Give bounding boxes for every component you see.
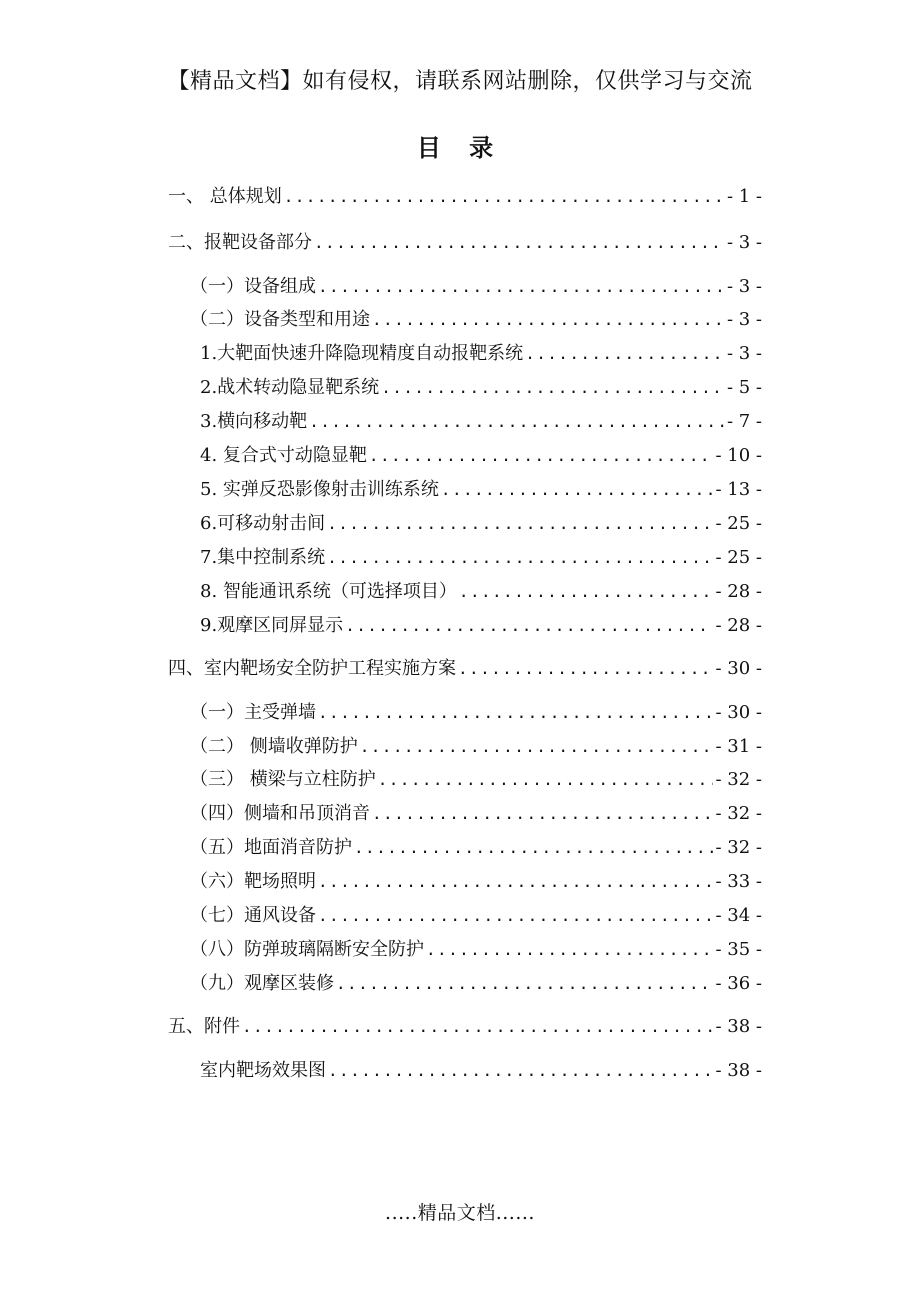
- toc-entry-page: - 10 -: [715, 445, 762, 466]
- page-header-notice: 【精品文档】如有侵权，请联系网站删除，仅供学习与交流: [167, 69, 753, 94]
- toc-entry[interactable]: [190, 799, 762, 825]
- page-footer: .....精品文档......: [385, 1202, 535, 1224]
- toc-entry[interactable]: [190, 305, 762, 331]
- toc-entry[interactable]: [168, 654, 762, 680]
- toc-entry[interactable]: [190, 901, 762, 927]
- toc-entry-label: （一）设备组成: [190, 276, 316, 297]
- toc-entry-page: - 30 -: [715, 702, 762, 723]
- toc-entry-page: - 3 -: [726, 232, 762, 253]
- toc-entry-page: - 36 -: [715, 973, 762, 994]
- toc-entry[interactable]: [200, 611, 762, 637]
- toc-leader-dots: [284, 187, 725, 206]
- toc-entry-page: - 5 -: [726, 377, 762, 398]
- toc-leader-dots: [318, 906, 713, 925]
- toc-entry-page: - 30 -: [715, 658, 762, 679]
- toc-entry-label: 四、室内靶场安全防护工程实施方案: [168, 658, 456, 679]
- toc-leader-dots: [336, 974, 713, 993]
- toc-entry-label: （六）靶场照明: [190, 871, 316, 892]
- toc-entry-page: - 7 -: [726, 411, 762, 432]
- toc-entry[interactable]: [168, 228, 762, 254]
- toc-entry[interactable]: [200, 475, 762, 501]
- toc-entry-label: （一）主受弹墙: [190, 702, 316, 723]
- toc-entry-page: - 3 -: [726, 343, 762, 364]
- toc-entry-label: （五）地面消音防护: [190, 837, 352, 858]
- toc-entry-label: 室内靶场效果图: [200, 1060, 326, 1081]
- toc-entry-label: 3.横向移动靶: [200, 411, 308, 432]
- toc-leader-dots: [327, 548, 713, 567]
- toc-entry-page: - 13 -: [715, 479, 762, 500]
- toc-entry[interactable]: [190, 765, 762, 791]
- toc-entry-label: 二、报靶设备部分: [168, 232, 312, 253]
- toc-entry[interactable]: [200, 339, 762, 365]
- toc-entry-page: - 34 -: [715, 905, 762, 926]
- toc-leader-dots: [318, 872, 713, 891]
- toc-entry-page: - 3 -: [726, 276, 762, 297]
- toc-entry-page: - 35 -: [715, 939, 762, 960]
- toc-entry[interactable]: [190, 969, 762, 995]
- toc-entry-label: 8. 智能通讯系统（可选择项目）: [200, 581, 457, 602]
- toc-entry[interactable]: [200, 407, 762, 433]
- toc-entry-page: - 1 -: [726, 186, 762, 207]
- toc-leader-dots: [314, 233, 725, 252]
- toc-leader-dots: [328, 1061, 713, 1080]
- toc-entry-label: （九）观摩区装修: [190, 973, 334, 994]
- toc-entry[interactable]: [190, 732, 762, 758]
- toc-leader-dots: [354, 838, 713, 857]
- toc-leader-dots: [327, 514, 713, 533]
- toc-entry-page: - 25 -: [715, 513, 762, 534]
- toc-entry-label: 9.观摩区同屏显示: [200, 615, 344, 636]
- toc-title: 目 录: [416, 133, 504, 162]
- toc-entry-label: 6.可移动射击间: [200, 513, 326, 534]
- toc-entry[interactable]: [190, 935, 762, 961]
- toc-leader-dots: [441, 480, 714, 499]
- toc-entry[interactable]: [200, 577, 762, 603]
- toc-entry-page: - 32 -: [715, 803, 762, 824]
- toc-entry[interactable]: [168, 1012, 762, 1038]
- toc-entry-page: - 28 -: [715, 581, 762, 602]
- toc-entry[interactable]: [190, 867, 762, 893]
- toc-leader-dots: [318, 277, 725, 296]
- toc-entry[interactable]: [200, 1056, 762, 1082]
- toc-entry[interactable]: [200, 373, 762, 399]
- toc-leader-dots: [372, 804, 713, 823]
- toc-entry-page: - 32 -: [715, 769, 762, 790]
- toc-entry-page: - 28 -: [715, 615, 762, 636]
- toc-entry-label: （八）防弹玻璃隔断安全防护: [190, 939, 424, 960]
- toc-leader-dots: [360, 737, 714, 756]
- toc-leader-dots: [369, 446, 714, 465]
- toc-entry-label: 5. 实弹反恐影像射击训练系统: [200, 479, 439, 500]
- toc-entry-page: - 33 -: [715, 871, 762, 892]
- toc-entry-label: 7.集中控制系统: [200, 547, 326, 568]
- toc-entry-label: （四）侧墙和吊顶消音: [190, 803, 370, 824]
- toc-leader-dots: [426, 940, 713, 959]
- toc-entry-page: - 3 -: [726, 309, 762, 330]
- toc-entry[interactable]: [190, 272, 762, 298]
- toc-entry-label: 1.大靶面快速升降隐现精度自动报靶系统: [200, 343, 524, 364]
- toc-entry-label: （二） 侧墙收弹防护: [190, 736, 358, 757]
- toc-leader-dots: [345, 616, 713, 635]
- toc-leader-dots: [372, 310, 725, 329]
- toc-entry-page: - 31 -: [715, 736, 762, 757]
- toc-entry-label: 4. 复合式寸动隐显靶: [200, 445, 367, 466]
- toc-leader-dots: [458, 659, 713, 678]
- toc-leader-dots: [309, 412, 725, 431]
- toc-leader-dots: [459, 582, 714, 601]
- toc-leader-dots: [381, 378, 725, 397]
- toc-leader-dots: [378, 770, 714, 789]
- toc-entry[interactable]: [200, 441, 762, 467]
- toc-entry-label: 五、附件: [168, 1016, 240, 1037]
- toc-entry-label: 2.战术转动隐显靶系统: [200, 377, 380, 398]
- toc-entry-page: - 38 -: [715, 1016, 762, 1037]
- toc-entry[interactable]: [168, 182, 762, 208]
- toc-entry-page: - 38 -: [715, 1060, 762, 1081]
- toc-entry-label: （七）通风设备: [190, 905, 316, 926]
- toc-leader-dots: [242, 1017, 713, 1036]
- toc-entry-label: （二）设备类型和用途: [190, 309, 370, 330]
- toc-entry-label: （三） 横梁与立柱防护: [190, 769, 376, 790]
- toc-entry[interactable]: [190, 698, 762, 724]
- toc-entry[interactable]: [200, 509, 762, 535]
- toc-entry[interactable]: [200, 543, 762, 569]
- toc-leader-dots: [525, 344, 725, 363]
- toc-entry[interactable]: [190, 833, 762, 859]
- toc-entry-page: - 32 -: [715, 837, 762, 858]
- toc-entry-label: 一、 总体规划: [168, 186, 282, 207]
- toc-leader-dots: [318, 703, 713, 722]
- toc-entry-page: - 25 -: [715, 547, 762, 568]
